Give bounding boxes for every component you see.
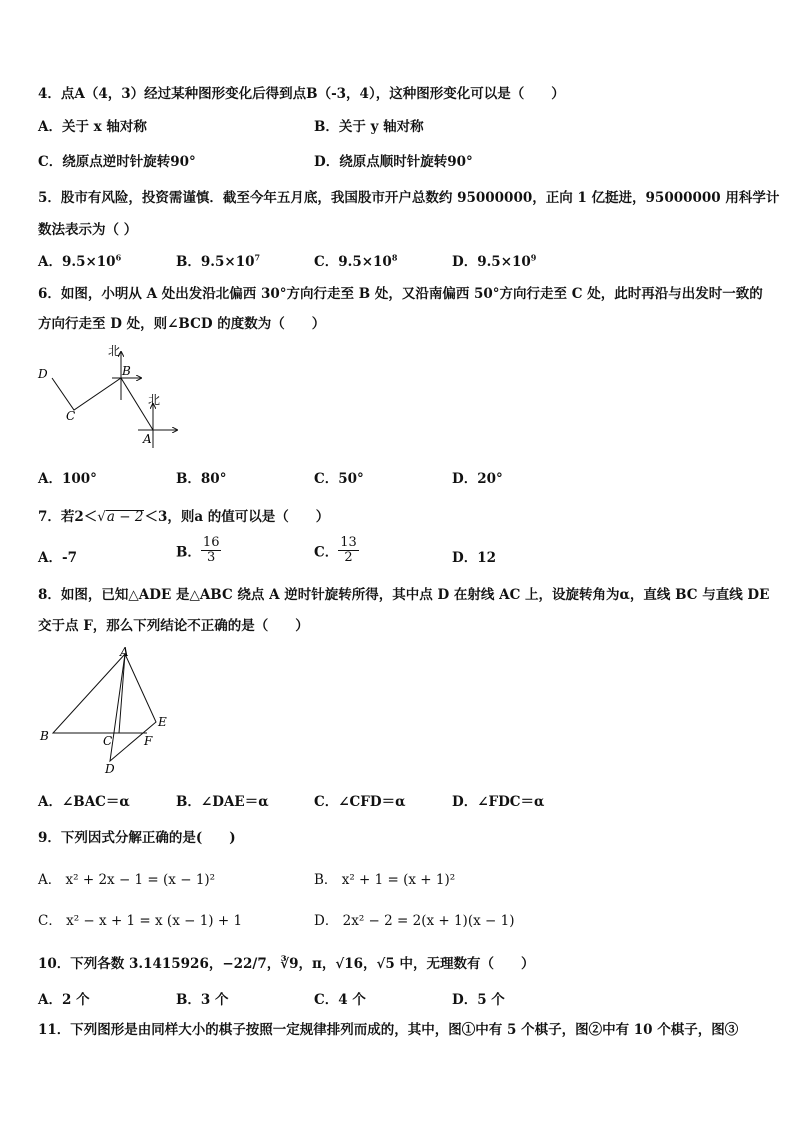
q8-fig-label-a: A <box>120 645 129 659</box>
q7-option-c: C． $\frac{13}{2}$ <box>314 535 357 565</box>
q8-option-c: C．∠CFD＝α <box>314 794 406 810</box>
q9-option-c: C． x² − x + 1 = x (x − 1) + 1 <box>38 913 243 929</box>
q4-option-b: B．关于 y 轴对称 <box>314 119 424 135</box>
q7-option-b: B． $\frac{16}{3}$ <box>176 535 220 565</box>
q6-fig-label-a: A <box>143 432 152 446</box>
q4-option-a: A．关于 x 轴对称 <box>38 119 147 135</box>
q5-stem-line2: 数法表示为（ ） <box>38 222 138 238</box>
q10-option-b: B．3 个 <box>176 992 229 1008</box>
q8-stem-line1: 8．如图，已知△ADE 是△ABC 绕点 A 逆时针旋转所得，其中点 D 在射线 AC 上，设旋转角为α，直线 BC 与直线 DE <box>38 587 770 603</box>
q8-figure <box>36 644 172 776</box>
q5-option-a: A．$9.5\times 10^6$ <box>38 252 122 270</box>
q9-option-b: B． x² + 1 = (x + 1)² <box>314 872 456 888</box>
q9-option-a: A． x² + 2x − 1 = (x − 1)² <box>38 872 216 888</box>
q5-option-d: D．$9.5\times 10^9$ <box>452 252 537 270</box>
q7-radicand: a − 2 <box>106 509 144 525</box>
q8-fig-label-d: D <box>105 762 115 776</box>
q9-option-d: D． 2x² − 2 = 2(x + 1)(x − 1) <box>314 913 515 929</box>
q10-option-d: D．5 个 <box>452 992 505 1008</box>
q7-stem: 7．若2＜√a − 2＜3，则a 的值可以是（ ） <box>38 509 330 525</box>
q8-stem-line2: 交于点 F，那么下列结论不正确的是（ ） <box>38 618 309 634</box>
q8-fig-label-f: F <box>144 734 153 748</box>
q10-option-a: A．2 个 <box>38 992 90 1008</box>
q7-option-d: D．12 <box>452 550 496 566</box>
q6-stem-line2: 方向行走至 D 处，则∠BCD 的度数为（ ） <box>38 316 326 332</box>
q8-option-a: A．∠BAC＝α <box>38 794 130 810</box>
q6-fig-label-c: C <box>66 409 76 423</box>
q6-option-a: A．100° <box>38 471 97 487</box>
q8-fig-label-b: B <box>40 729 49 743</box>
q8-option-d: D．∠FDC＝α <box>452 794 545 810</box>
q4-stem: 4．点A（4，3）经过某种图形变化后得到点B（-3，4），这种图形变化可以是（ ） <box>38 86 565 102</box>
q6-stem-line1: 6．如图，小明从 A 处出发沿北偏西 30°方向行走至 B 处，又沿南偏西 50°方向行走至 C 处，此时再沿与出发时一致的 <box>38 286 763 302</box>
q10-option-c: C．4 个 <box>314 992 366 1008</box>
q4-option-d: D．绕原点顺时针旋转90° <box>314 154 473 170</box>
q6-option-b: B．80° <box>176 471 227 487</box>
q9-stem: 9．下列因式分解正确的是( ) <box>38 830 236 846</box>
q6-fig-north-b: 北 <box>108 344 121 358</box>
q8-option-b: B．∠DAE＝α <box>176 794 269 810</box>
q7-option-a: A．-7 <box>38 550 77 566</box>
q4-option-c: C．绕原点逆时针旋转90° <box>38 154 196 170</box>
q11-stem: 11．下列图形是由同样大小的棋子按照一定规律排列而成的，其中，图①中有 5 个棋子，图②中有 10 个棋子，图③ <box>38 1022 739 1038</box>
q5-stem-line1: 5．股市有风险，投资需谨慎．截至今年五月底，我国股市开户总数约 95000000，正向 1 亿挺进，95000000 用科学计 <box>38 190 780 206</box>
q6-option-c: C．50° <box>314 471 364 487</box>
q10-stem: 10．下列各数 3.1415926，−22/7，∛9，π，√16，√5 中，无理数有（ ） <box>38 956 535 972</box>
q6-fig-north-a: 北 <box>148 393 161 407</box>
q6-fig-label-d: D <box>38 367 48 381</box>
q6-figure <box>34 338 184 456</box>
q5-option-c: C．$9.5\times 10^8$ <box>314 252 398 270</box>
q8-fig-label-c: C <box>103 734 113 748</box>
q5-option-b: B．$9.5\times 10^7$ <box>176 252 261 270</box>
q8-fig-label-e: E <box>158 715 167 729</box>
q6-fig-label-b: B <box>122 364 131 378</box>
q6-option-d: D．20° <box>452 471 503 487</box>
